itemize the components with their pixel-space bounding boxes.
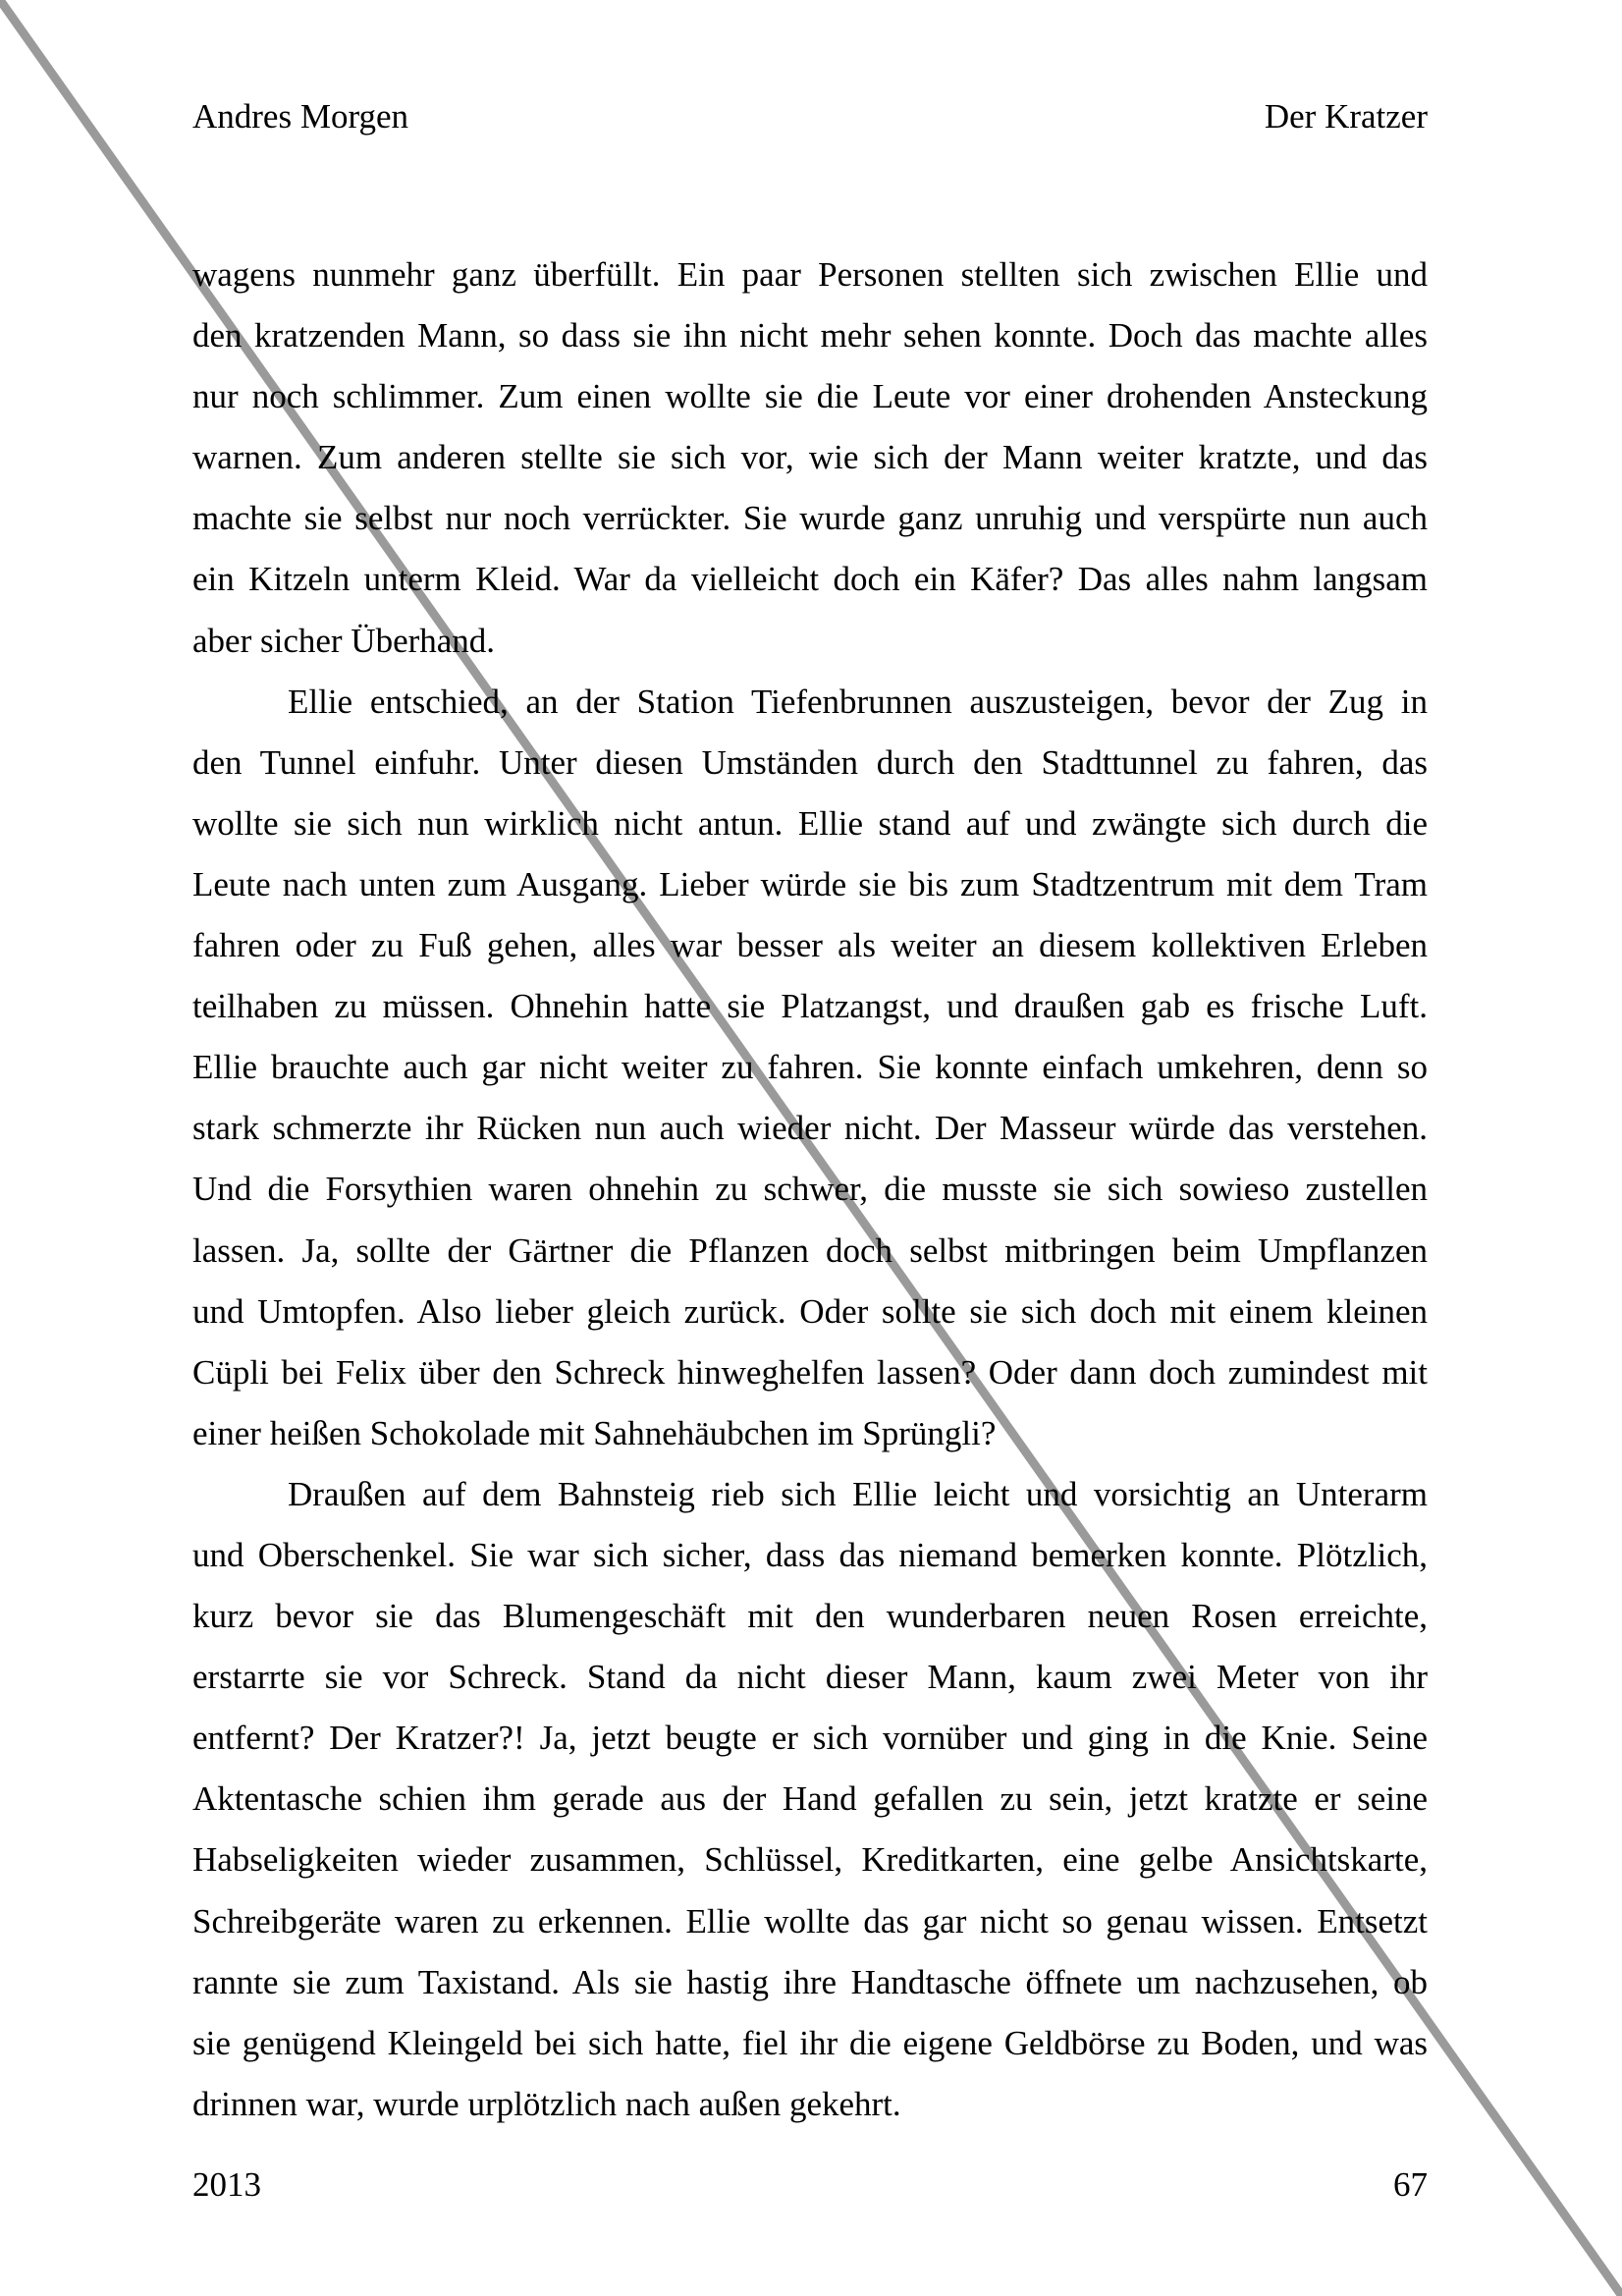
text-line: drinnen war, wurde urplötzlich nach außen gekehrt.	[192, 2084, 901, 2123]
text-line: Cüpli bei Felix über den Schreck hinweghelfen lassen? Oder dann doch zumindest mit	[192, 1352, 1428, 1392]
text-line: lassen. Ja, sollte der Gärtner die Pflanzen doch selbst mitbringen beim Umpflanzen	[192, 1230, 1428, 1270]
document-title: Der Kratzer	[1264, 97, 1428, 136]
text-line: Habseligkeiten wieder zusammen, Schlüssel, Kreditkarten, eine gelbe Ansichtskarte,	[192, 1840, 1428, 1880]
text-line: nur noch schlimmer. Zum einen wollte sie die Leute vor einer drohenden Ansteckung	[192, 377, 1428, 416]
text-line: stark schmerzte ihr Rücken nun auch wieder nicht. Der Masseur würde das verstehen.	[192, 1109, 1428, 1148]
text-line: aber sicher Überhand.	[192, 621, 496, 660]
author-name: Andres Morgen	[192, 97, 409, 136]
footer-year: 2013	[192, 2165, 261, 2204]
text-line: rannte sie zum Taxistand. Als sie hastig ihre Handtasche öffnete um nachzusehen, ob	[192, 1962, 1428, 2001]
text-line: einer heißen Schokolade mit Sahnehäubchen im Sprüngli?	[192, 1413, 997, 1452]
text-line: kurz bevor sie das Blumengeschäft mit den wunderbaren neuen Rosen erreichte,	[192, 1597, 1428, 1636]
text-line: und Umtopfen. Also lieber gleich zurück. Oder sollte sie sich doch mit einem kleinen	[192, 1291, 1428, 1331]
text-line: sie genügend Kleingeld bei sich hatte, fiel ihr die eigene Geldbörse zu Boden, und was	[192, 2023, 1428, 2062]
text-line: Leute nach unten zum Ausgang. Lieber würde sie bis zum Stadtzentrum mit dem Tram	[192, 864, 1428, 903]
text-line: erstarrte sie vor Schreck. Stand da nicht dieser Mann, kaum zwei Meter von ihr	[192, 1658, 1428, 1697]
text-line: machte sie selbst nur noch verrückter. Sie wurde ganz unruhig und verspürte nun auch	[192, 499, 1428, 538]
page-footer	[192, 2165, 1428, 2205]
text-line: den Tunnel einfuhr. Unter diesen Umständen durch den Stadttunnel zu fahren, das	[192, 742, 1428, 782]
text-line: entfernt? Der Kratzer?! Ja, jetzt beugte er sich vornüber und ging in die Knie. Seine	[192, 1719, 1428, 1758]
text-line: Ellie entschied, an der Station Tiefenbrunnen auszusteigen, bevor der Zug in	[288, 682, 1428, 721]
text-line: Aktentasche schien ihm gerade aus der Hand gefallen zu sein, jetzt kratzte er seine	[192, 1779, 1428, 1819]
text-line: Ellie brauchte auch gar nicht weiter zu fahren. Sie konnte einfach umkehren, denn so	[192, 1048, 1428, 1087]
text-line: Schreibgeräte waren zu erkennen. Ellie wollte das gar nicht so genau wissen. Entsetzt	[192, 1901, 1428, 1941]
text-line: teilhaben zu müssen. Ohnehin hatte sie Platzangst, und draußen gab es frische Luft.	[192, 987, 1428, 1026]
page-number: 67	[1393, 2165, 1428, 2204]
text-line: wollte sie sich nun wirklich nicht antun. Ellie stand auf und zwängte sich durch die	[192, 803, 1428, 843]
text-line: und Oberschenkel. Sie war sich sicher, dass das niemand bemerken konnte. Plötzlich,	[192, 1535, 1428, 1574]
text-line: fahren oder zu Fuß gehen, alles war besser als weiter an diesem kollektiven Erleben	[192, 926, 1428, 965]
body-text	[192, 245, 1428, 2135]
page-header	[192, 97, 1428, 137]
text-line: warnen. Zum anderen stellte sie sich vor, wie sich der Mann weiter kratzte, und das	[192, 438, 1428, 477]
text-line: ein Kitzeln unterm Kleid. War da vielleicht doch ein Käfer? Das alles nahm langsam	[192, 560, 1428, 599]
text-line: Draußen auf dem Bahnsteig rieb sich Ellie leicht und vorsichtig an Unterarm	[288, 1474, 1428, 1513]
text-line: Und die Forsythien waren ohnehin zu schwer, die musste sie sich sowieso zustellen	[192, 1170, 1428, 1209]
text-line: wagens nunmehr ganz überfüllt. Ein paar Personen stellten sich zwischen Ellie und	[192, 255, 1428, 294]
text-line: den kratzenden Mann, so dass sie ihn nicht mehr sehen konnte. Doch das machte alles	[192, 316, 1428, 355]
